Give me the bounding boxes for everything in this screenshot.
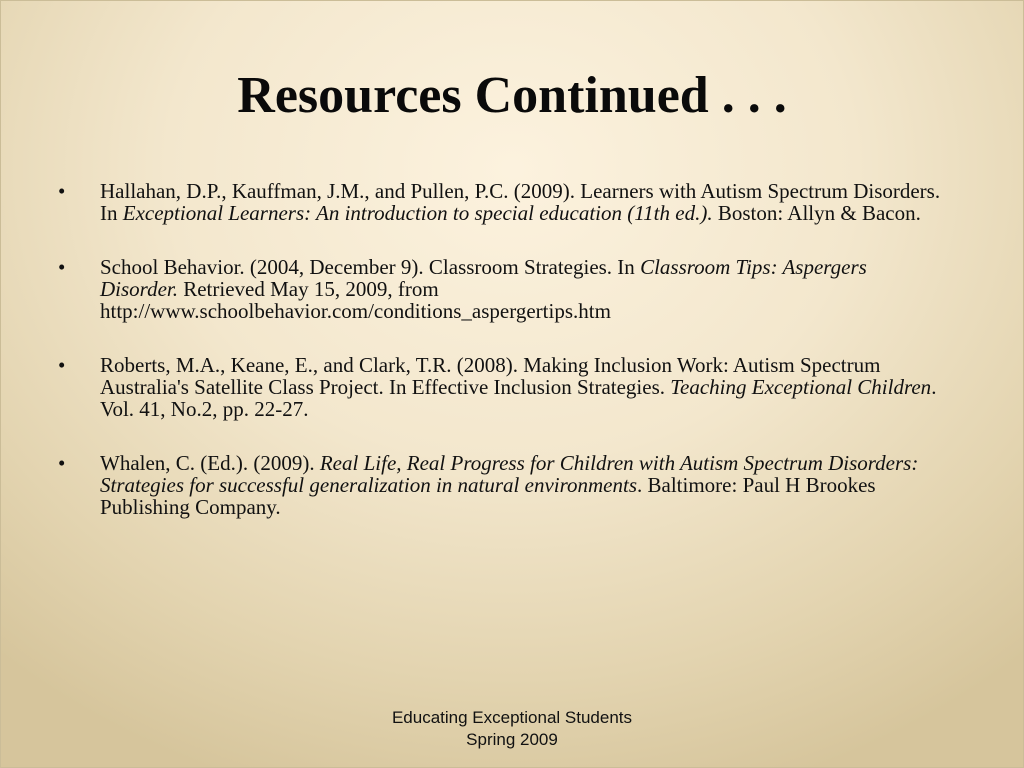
reference-item (58, 180, 948, 224)
reference-italic-text: Real Life, Real Progress for Children with Autism Spectrum Disorders: Strategies for successful generalization in natural environments (100, 451, 919, 497)
reference-text: Hallahan, D.P., Kauffman, J.M., and Pullen, P.C. (2009). Learners with Autism Spectrum Disorders. In (100, 179, 941, 225)
reference-text: Whalen, C. (Ed.). (2009). (100, 451, 320, 475)
bullet-icon: • (58, 255, 66, 279)
bullet-icon: • (58, 179, 66, 203)
reference-italic-text: Exceptional Learners: An introduction to special education (11th ed.). (122, 201, 713, 225)
bullet-icon: • (58, 353, 66, 377)
reference-italic-text: Classroom Tips: Aspergers Disorder. (100, 255, 867, 301)
reference-text: . Vol. 41, No.2, pp. 22-27. (100, 375, 937, 421)
reference-italic-text: Teaching Exceptional Children (670, 375, 932, 399)
reference-text: Roberts, M.A., Keane, E., and Clark, T.R. (2008). Making Inclusion Work: Autism Spectrum Australia's Satellite Class Project. In Effective Inclusion Strategies. (100, 353, 881, 399)
reference-item (58, 256, 948, 322)
slide-title: Resources Continued . . . (237, 67, 787, 124)
footer-term: Spring 2009 (466, 730, 558, 749)
slide-footer (312, 707, 712, 751)
bullet-icon: • (58, 451, 66, 475)
reference-text: Retrieved May 15, 2009, from http://www.schoolbehavior.com/conditions_aspergertips.htm (100, 277, 611, 323)
reference-list (58, 180, 948, 550)
footer-course: Educating Exceptional Students (391, 708, 633, 727)
reference-text: . Baltimore: Paul H Brookes Publishing Company. (100, 473, 876, 519)
reference-text: Boston: Allyn & Bacon. (712, 201, 921, 225)
reference-text: School Behavior. (2004, December 9). Classroom Strategies. In (100, 255, 641, 279)
reference-item (58, 452, 948, 518)
reference-item (58, 354, 948, 420)
